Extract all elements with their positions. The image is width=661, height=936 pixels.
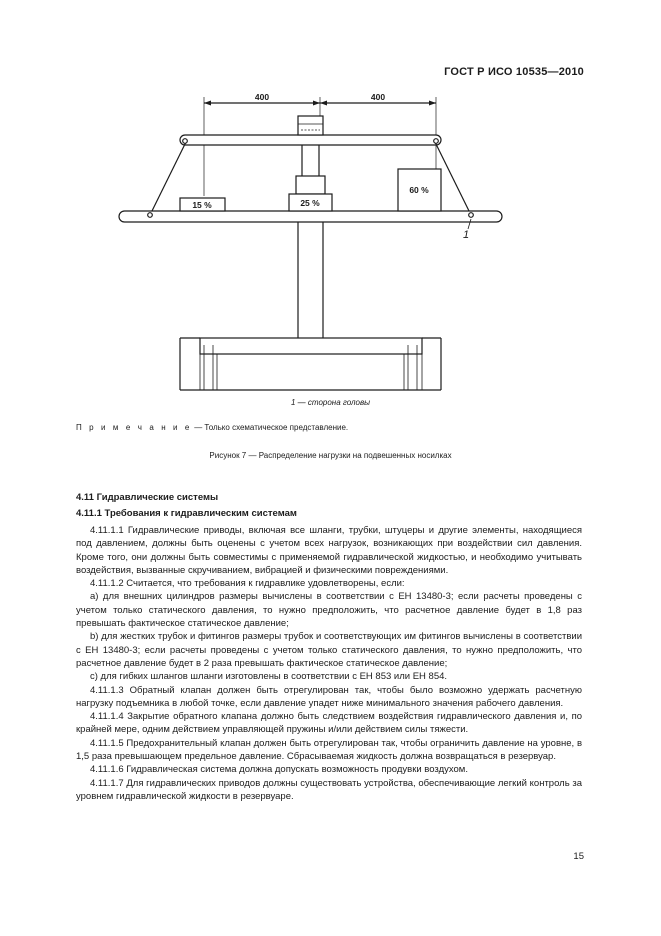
hanger-block xyxy=(298,116,323,135)
paragraph: 4.11.1.7 Для гидравлических приводов должны существовать устройства, обеспечивающие легкий контроль за уровнем гидравлической жидкости в резервуаре. xyxy=(76,777,582,802)
subsection-heading: 4.11.1 Требования к гидравлическим системам xyxy=(76,508,297,519)
spreader-bar xyxy=(180,135,441,145)
paragraph: 4.11.1.1 Гидравлические приводы, включая все шланги, трубки, штуцеры и другие элементы, находящиеся под давлением, должны быть оценены с учетом всех нагрузок, возникающих при воздействии сил давления. Кроме того, они должны быть совместимы с применяемой гидравлической жидкостью, и необходимо учитывать воздействия, вызванные скручиванием, вибрацией и физическими повреждениями. xyxy=(76,525,582,576)
load-label-right: 60 % xyxy=(409,185,429,195)
paragraph: 4.11.1.5 Предохранительный клапан должен быть отрегулирован так, чтобы ограничить давление на уровне, в 1,5 раза превышающем предельное давление. Сбрасываемая жидкость должна возвращаться в резервуар. xyxy=(76,737,582,763)
paragraph: 4.11.1.3 Обратный клапан должен быть отрегулирован так, чтобы было возможно удержать расчетную нагрузку подъемника в любой точке, если давление упадет ниже минимального значения рабочего давления. xyxy=(76,684,582,709)
page-number: 15 xyxy=(573,851,584,862)
load-label-left: 15 % xyxy=(192,200,212,210)
list-item: с) для гибких шлангов шланги изготовлены в соответствии с ЕН 853 или ЕН 854. xyxy=(90,671,448,683)
figure-note xyxy=(76,423,348,432)
paragraph: 4.11.1.2 Считается, что требования к гидравлике удовлетворены, если: xyxy=(90,578,405,590)
paragraph: 4.11.1.6 Гидравлическая система должна допускать возможность продувки воздухом. xyxy=(90,764,468,776)
note-text: — Только схематическое представление. xyxy=(191,423,349,432)
callout-number: 1 xyxy=(462,229,470,241)
dimension-label-left: 400 xyxy=(254,92,270,102)
figure-legend: 1 — сторона головы xyxy=(290,398,371,407)
body-text xyxy=(76,524,582,803)
section-heading: 4.11 Гидравлические системы xyxy=(76,492,219,503)
load-label-center: 25 % xyxy=(300,198,320,208)
figure-title: Рисунок 7 — Распределение нагрузки на подвешенных носилках xyxy=(209,451,452,460)
list-item: а) для внешних цилиндров размеры вычислены в соответствии с ЕН 13480-3; если расчеты проведены с учетом только статического давления, то нужно предположить, что расчетное давление будет в 1,8 раз превышать фактическое статическое давление; xyxy=(76,591,582,630)
paragraph: 4.11.1.4 Закрытие обратного клапана должно быть следствием воздействия гидравлического давления и, по крайней мере, одним действием управляющей пружины и/или действием силы тяжести. xyxy=(76,711,582,736)
document-number: ГОСТ Р ИСО 10535—2010 xyxy=(444,66,584,78)
base-frame xyxy=(200,338,422,354)
stretcher xyxy=(119,211,502,222)
dimension-label-right: 400 xyxy=(370,92,386,102)
list-item: b) для жестких трубок и фитингов размеры трубок и соответствующих им фитингов вычислены в соответствии с ЕН 13480-3; если расчеты проведены с учетом только статического давления, то нужно предположить, что расчетное давление будет в 2 раза превышать фактическое статическое давление; xyxy=(76,631,582,669)
note-label: П р и м е ч а н и е xyxy=(76,423,192,432)
load-distribution-diagram xyxy=(0,0,661,400)
